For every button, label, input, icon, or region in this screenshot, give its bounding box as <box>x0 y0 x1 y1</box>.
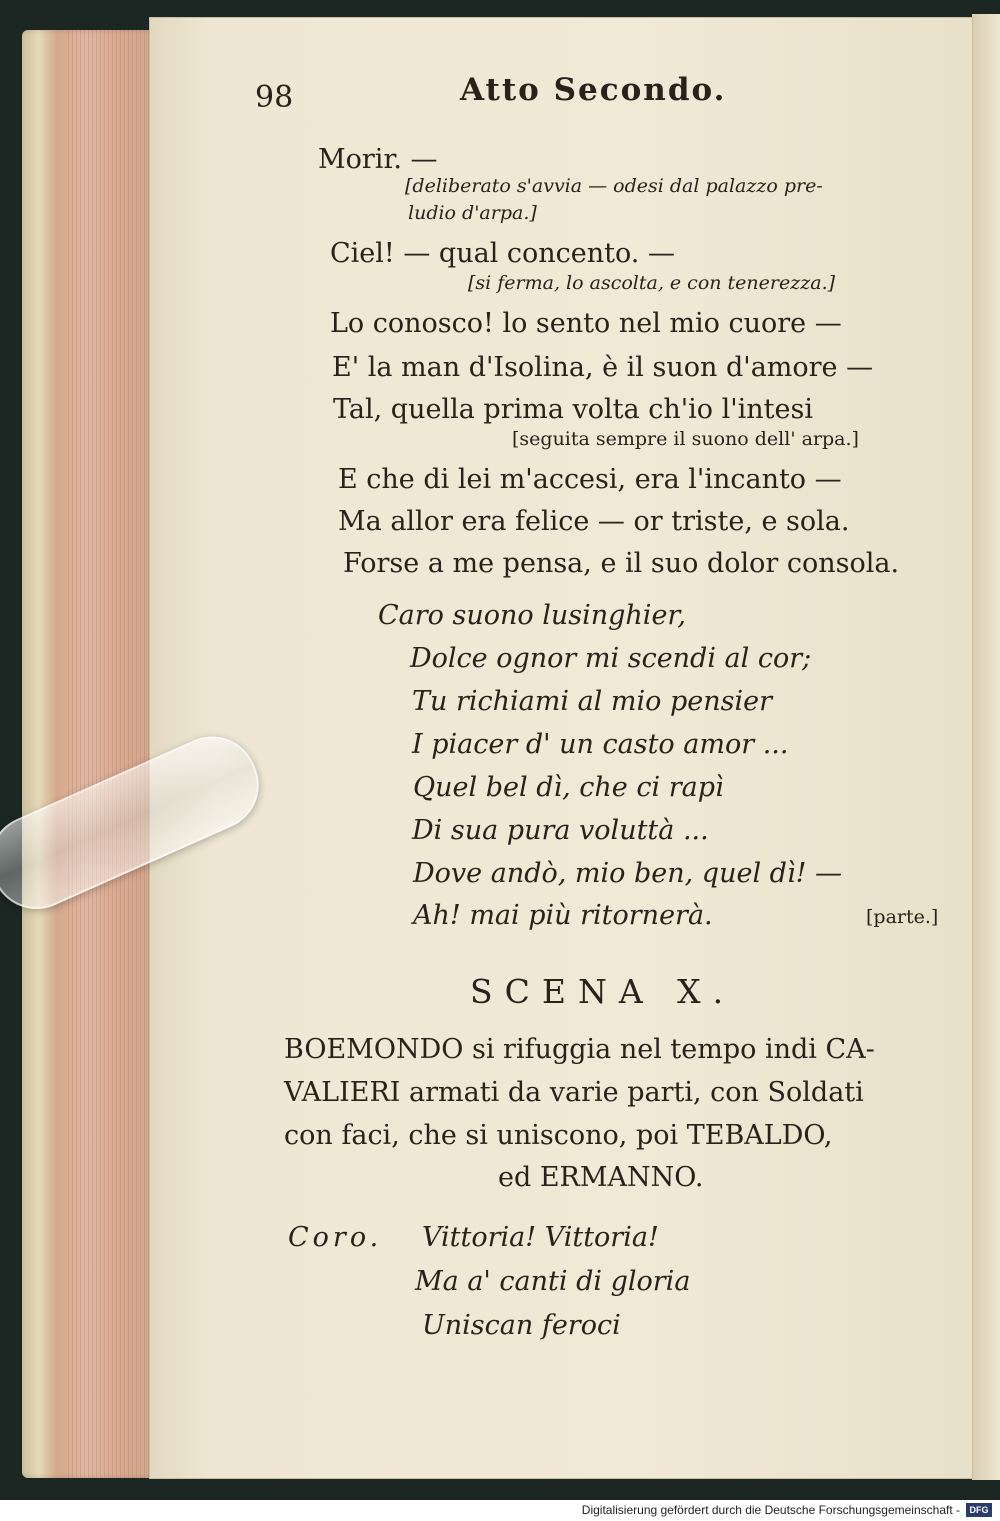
verse-line: Lo conosco! lo sento nel mio cuore — <box>330 308 842 339</box>
aria-line: Dolce ognor mi scendi al cor; <box>410 643 812 674</box>
scene-title: SCENA X. <box>470 972 736 1011</box>
aria-line: Ah! mai più ritornerà. <box>413 900 713 931</box>
book-page-edges <box>22 30 162 1478</box>
chorus-line: Uniscan feroci <box>422 1310 621 1341</box>
stage-direction: [seguita sempre il suono dell' arpa.] <box>512 428 859 450</box>
running-title: Atto Secondo. <box>460 72 727 108</box>
chorus-line: Ma a' canti di gloria <box>415 1266 691 1297</box>
exit-direction: [parte.] <box>866 906 939 928</box>
scene-description-line: VALIERI armati da varie parti, con Soldati <box>284 1077 864 1108</box>
scene-description-line: con faci, che si uniscono, poi TEBALDO, <box>284 1120 833 1151</box>
verse-line: Forse a me pensa, e il suo dolor consola. <box>343 548 900 579</box>
verse-line: Ciel! — qual concento. — <box>330 238 675 269</box>
verse-line: E che di lei m'accesi, era l'incanto — <box>338 464 842 495</box>
aria-line: Di sua pura voluttà ... <box>412 815 709 846</box>
stage-direction: [deliberato s'avvia — odesi dal palazzo pre- <box>405 175 823 197</box>
stage-direction: ludio d'arpa.] <box>408 202 537 224</box>
chorus-label: Coro. <box>288 1222 383 1253</box>
aria-line: I piacer d' un casto amor ... <box>412 729 789 760</box>
stage-direction: [si ferma, lo ascolta, e con tenerezza.] <box>468 272 836 294</box>
aria-line: Quel bel dì, che ci rapì <box>413 772 724 803</box>
chorus-line: Vittoria! Vittoria! <box>422 1222 659 1253</box>
aria-line: Dove andò, mio ben, quel dì! — <box>413 858 843 889</box>
aria-line: Tu richiami al mio pensier <box>412 686 773 717</box>
verse-line: E' la man d'Isolina, è il suon d'amore — <box>332 352 874 383</box>
verse-line: Tal, quella prima volta ch'io l'intesi <box>333 394 814 425</box>
dfg-logo-icon: DFG <box>966 1503 992 1517</box>
footer-credit: Digitalisierung gefördert durch die Deutsche Forschungsgemeinschaft - <box>581 1503 960 1517</box>
scene-description-line: ed ERMANNO. <box>498 1162 704 1193</box>
scene-description-line: BOEMONDO si rifuggia nel tempo indi CA- <box>284 1034 875 1065</box>
verse-line: Ma allor era felice — or triste, e sola. <box>338 506 850 537</box>
page-number: 98 <box>255 80 294 115</box>
facing-page-edge <box>972 14 1000 1480</box>
aria-line: Caro suono lusinghier, <box>378 600 686 631</box>
verse-line: Morir. — <box>318 144 438 175</box>
